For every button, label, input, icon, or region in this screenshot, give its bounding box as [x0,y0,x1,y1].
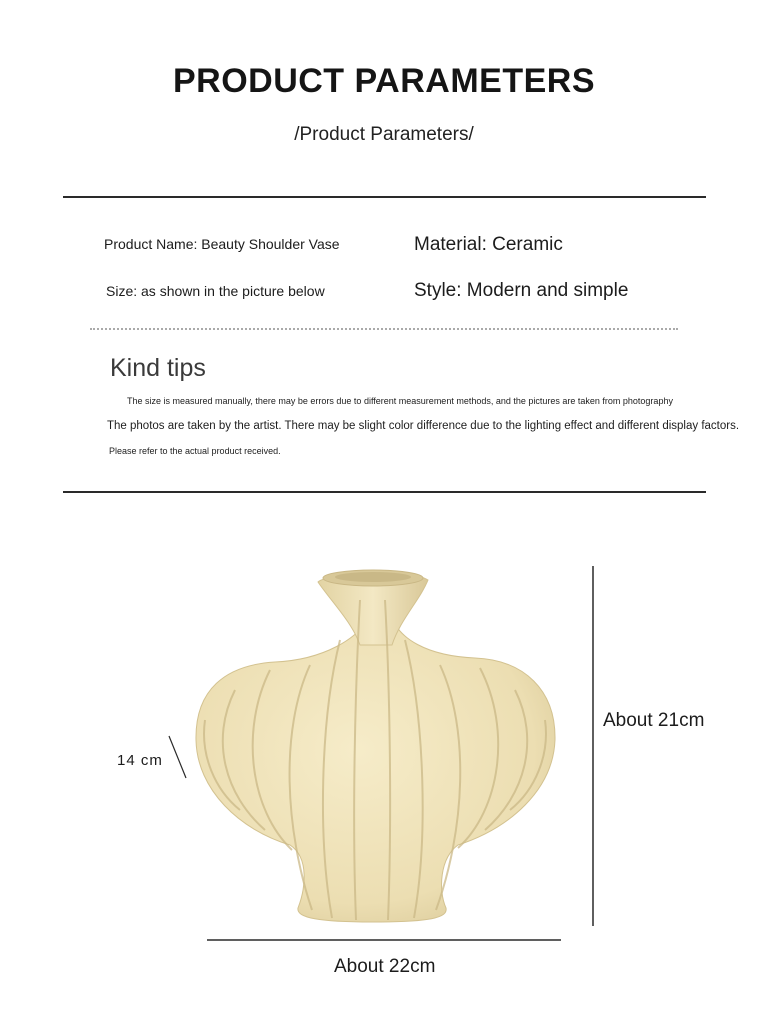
product-name: Product Name: Beauty Shoulder Vase [104,236,340,252]
tips-heading: Kind tips [110,354,206,382]
depth-label: 14 cm [117,752,163,769]
vase-image [0,540,768,1024]
vase-body [196,610,555,922]
tip-actual-product: Please refer to the actual product received. [109,446,281,456]
product-size: Size: as shown in the picture below [106,283,325,299]
product-material: Material: Ceramic [414,234,563,255]
product-figure [0,540,768,1024]
width-label: About 22cm [334,956,436,977]
bottom-divider [63,491,706,493]
dotted-divider [90,328,678,330]
top-divider [63,196,706,198]
tip-color: The photos are taken by the artist. There may be slight color difference due to the lighting effect and different display factors. [107,420,740,432]
product-style: Style: Modern and simple [414,280,629,301]
depth-line [169,736,186,778]
height-label: About 21cm [603,710,705,731]
tip-measurement: The size is measured manually, there may be errors due to different measurement methods, and the pictures are taken from photography [127,396,673,406]
page-subtitle: /Product Parameters/ [294,124,474,145]
page-title: PRODUCT PARAMETERS [172,62,596,100]
